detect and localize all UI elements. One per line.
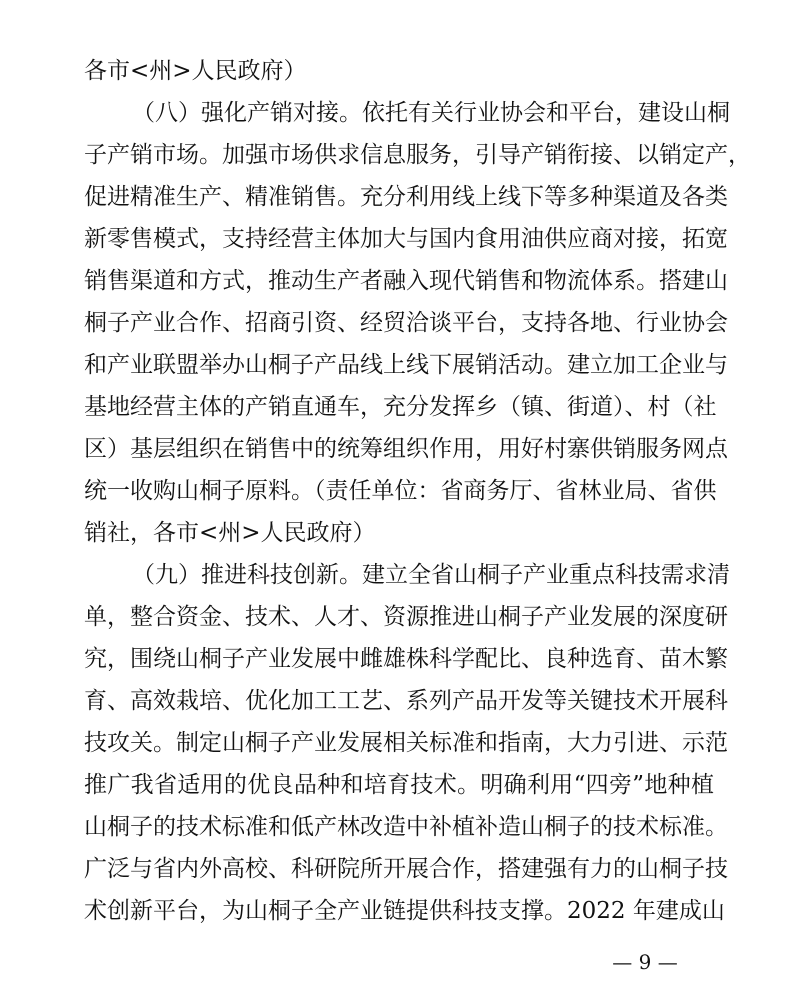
text-line: 术创新平台，为山桐子全产业链提供科技支撑。2022 年建成山	[84, 898, 725, 924]
section-heading-line: （九）推进科技创新。建立全省山桐子产业重点科技需求清	[132, 562, 730, 588]
text-line: 和产业联盟举办山桐子产品线上线下展销活动。建立加工企业与	[84, 352, 728, 378]
section-heading-line: （八）强化产销对接。依托有关行业协会和平台，建设山桐	[132, 100, 730, 126]
text-line: 基地经营主体的产销直通车，充分发挥乡（镇、街道）、村（社	[84, 394, 717, 420]
text-line: 单，整合资金、技术、人才、资源推进山桐子产业发展的深度研	[84, 604, 728, 630]
text-line: 究，围绕山桐子产业发展中雌雄株科学配比、良种选育、苗木繁	[84, 646, 728, 672]
text-line: 新零售模式，支持经营主体加大与国内食用油供应商对接，拓宽	[84, 226, 728, 252]
text-line: 区）基层组织在销售中的统筹组织作用，用好村寨供销服务网点	[84, 436, 728, 462]
text-line: 技攻关。制定山桐子产业发展相关标准和指南，大力引进、示范	[84, 730, 728, 756]
text-line: 推广我省适用的优良品种和培育技术。明确利用“四旁”地种植	[84, 772, 714, 798]
text-line: 山桐子的技术标准和低产林改造中补植补造山桐子的技术标准。	[84, 814, 728, 840]
text-line: 广泛与省内外高校、科研院所开展合作，搭建强有力的山桐子技	[84, 856, 728, 882]
text-line: 统一收购山桐子原料。（责任单位：省商务厅、省林业局、省供	[84, 478, 717, 504]
text-line: 促进精准生产、精准销售。充分利用线上线下等多种渠道及各类	[84, 184, 728, 210]
text-line: 子产销市场。加强市场供求信息服务，引导产销衔接、以销定产，	[84, 142, 751, 168]
text-line: 各市<州>人民政府）	[84, 58, 307, 84]
text-line: 销售渠道和方式，推动生产者融入现代销售和物流体系。搭建山	[84, 268, 728, 294]
text-line: 桐子产业合作、招商引资、经贸洽谈平台，支持各地、行业协会	[84, 310, 728, 336]
page-number: — 9 —	[612, 950, 678, 974]
text-line: 销社，各市<州>人民政府）	[84, 520, 376, 546]
text-line: 育、高效栽培、优化加工工艺、系列产品开发等关键技术开展科	[84, 688, 728, 714]
